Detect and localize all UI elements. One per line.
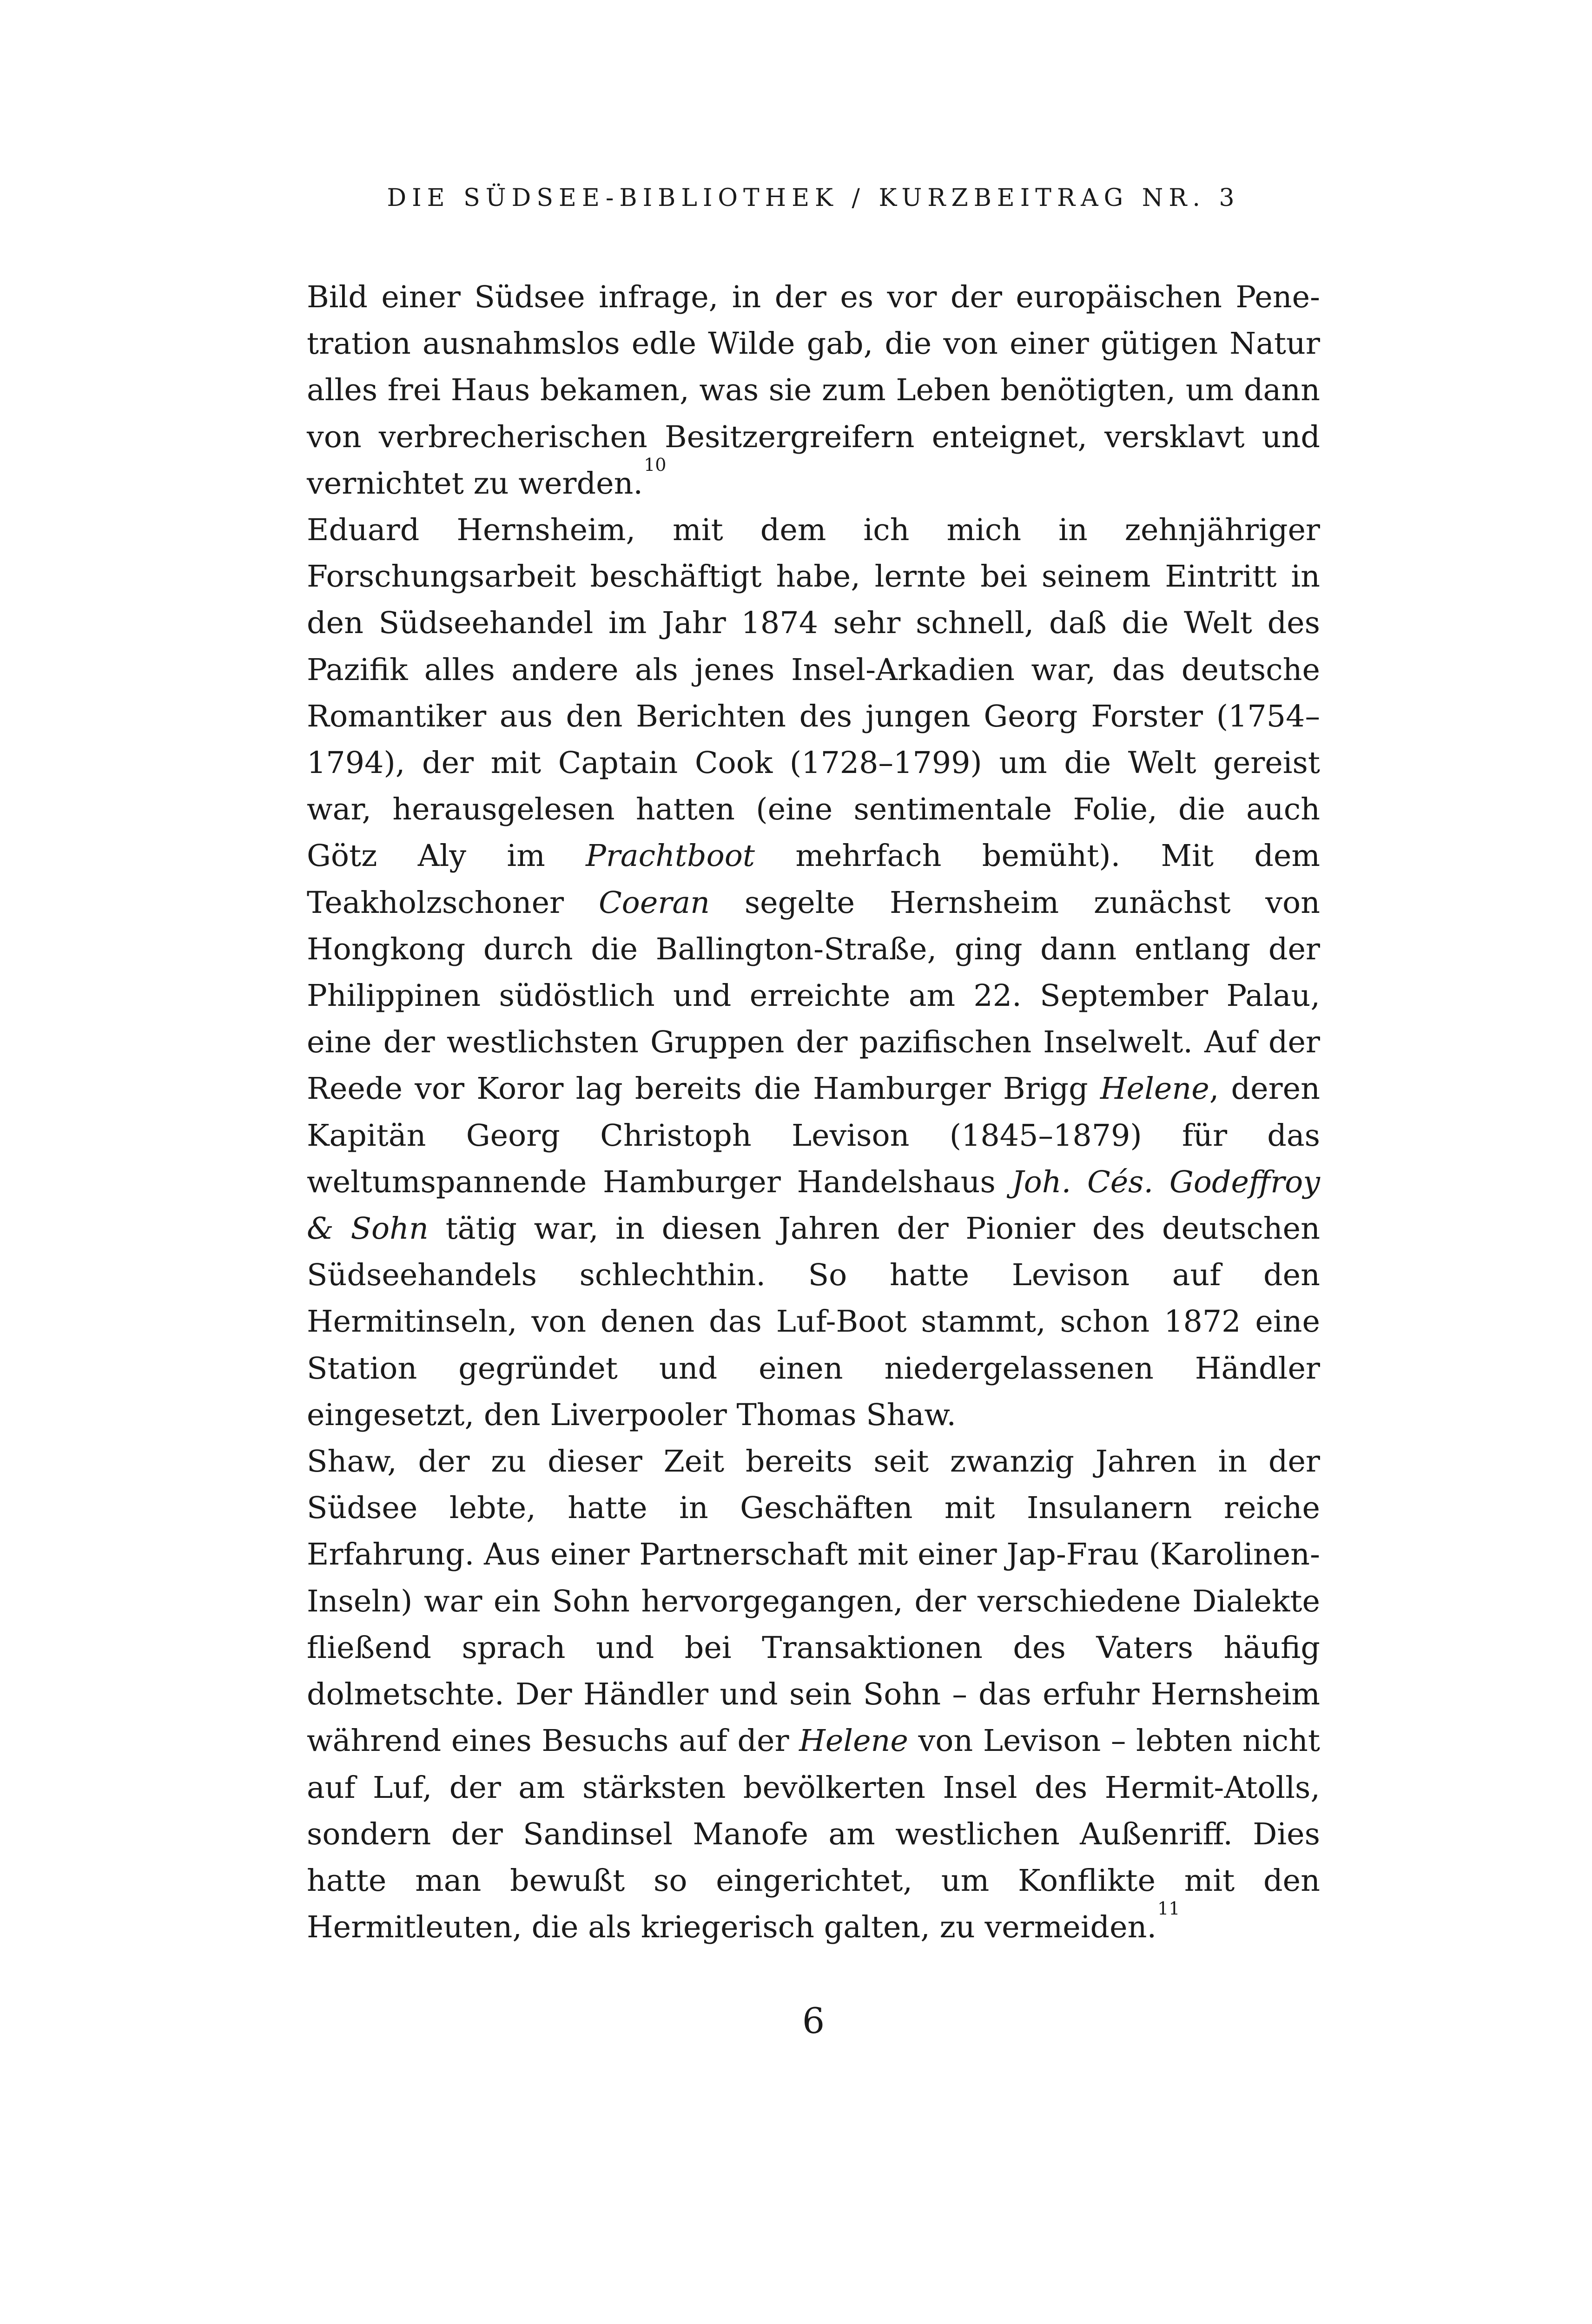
paragraph (307, 274, 1320, 507)
text-run: Shaw, der zu dieser Zeit bereits seit zwanzig Jahren in der Südsee lebte, hatte in Geschäften mit Insulanern reiche Erfahrung. Aus einer Partnerschaft mit einer Jap-Frau (Karolinen-Inseln) war ein Sohn hervorgegangen, der verschiedene Dialekte fließend sprach und bei Transaktionen des Vaters häufig dolmetschte. Der Händler und sein Sohn – das erfuhr Hernsheim während eines Besuchs auf der (307, 1444, 1320, 1759)
italic-ship-name: Helene (799, 1723, 908, 1759)
running-head: DIE SÜDSEE-BIBLIOTHEK / KURZBEITRAG NR. 3 (387, 184, 1240, 212)
italic-ship-name: Coeran (598, 885, 710, 920)
text-run: , deren Kapitän Georg Christoph Levison (1845–1879) für das weltumspannende Hamburger Handelshaus (307, 1071, 1320, 1200)
italic-title: Prachtboot (586, 838, 755, 874)
text-run: segelte Hernsheim zunächst von Hongkong durch die Ballington-Straße, ging dann entlang der Philippinen südöstlich und erreichte am 22. September Palau, eine der westlichsten Gruppen der pazifischen Inselwelt. Auf der Reede vor Koror lag bereits die Hamburger Brigg (307, 885, 1321, 1107)
text-run: Eduard Hernsheim, mit dem ich mich in zehnjähriger Forschungsarbeit beschäftigt habe, lernte bei seinem Eintritt in den Südseehandel im Jahr 1874 sehr schnell, daß die Welt des Pazifik alles andere als jenes Insel-Arkadien war, das deutsche Romantiker aus den Berichten des jungen Georg Forster (1754–1794), der mit Captain Cook (1728–1799) um die Welt gereist war, herausgelesen hatten (eine sentimentale Folie, die auch Götz Aly im (307, 513, 1320, 874)
italic-company-name: Joh. Cés. Godeffroy & Sohn (307, 1164, 1320, 1247)
footnote-marker: 10 (644, 455, 667, 475)
footnote-marker: 11 (1157, 1898, 1180, 1919)
page-number: 6 (802, 2000, 825, 2041)
text-run: von Levison – lebten nicht auf Luf, der am stärksten bevölkerten Insel des Hermit-Atolls, sondern der Sandinsel Manofe am westlichen Außenriff. Dies hatte man bewußt so eingerichtet, um Konflikte mit den Hermitleuten, die als kriegerisch galten, zu vermeiden. (307, 1723, 1320, 1945)
paragraph (307, 507, 1320, 1439)
paragraph (307, 1439, 1320, 1951)
text-run: Bild einer Südsee infrage, in der es vor der europäischen Penetration ausnahmslos edle Wilde gab, die von einer gütigen Natur alles frei Haus bekamen, was sie zum Leben benötigten, um dann von verbrecherischen Besitzergreifern enteignet, versklavt und vernichtet zu werden. (307, 280, 1320, 501)
text-run: mehrfach bemüht). Mit dem Teakholzschoner (307, 838, 1320, 920)
text-run: tätig war, in diesen Jahren der Pionier des deutschen Südseehandels schlechthin. So hatte Levison auf den Hermitinseln, von denen das Luf-Boot stammt, schon 1872 eine Station gegründet und einen niedergelassenen Händler eingesetzt, den Liverpooler Thomas Shaw. (307, 1211, 1320, 1433)
body-text (307, 274, 1320, 1951)
italic-ship-name: Helene (1100, 1071, 1209, 1107)
